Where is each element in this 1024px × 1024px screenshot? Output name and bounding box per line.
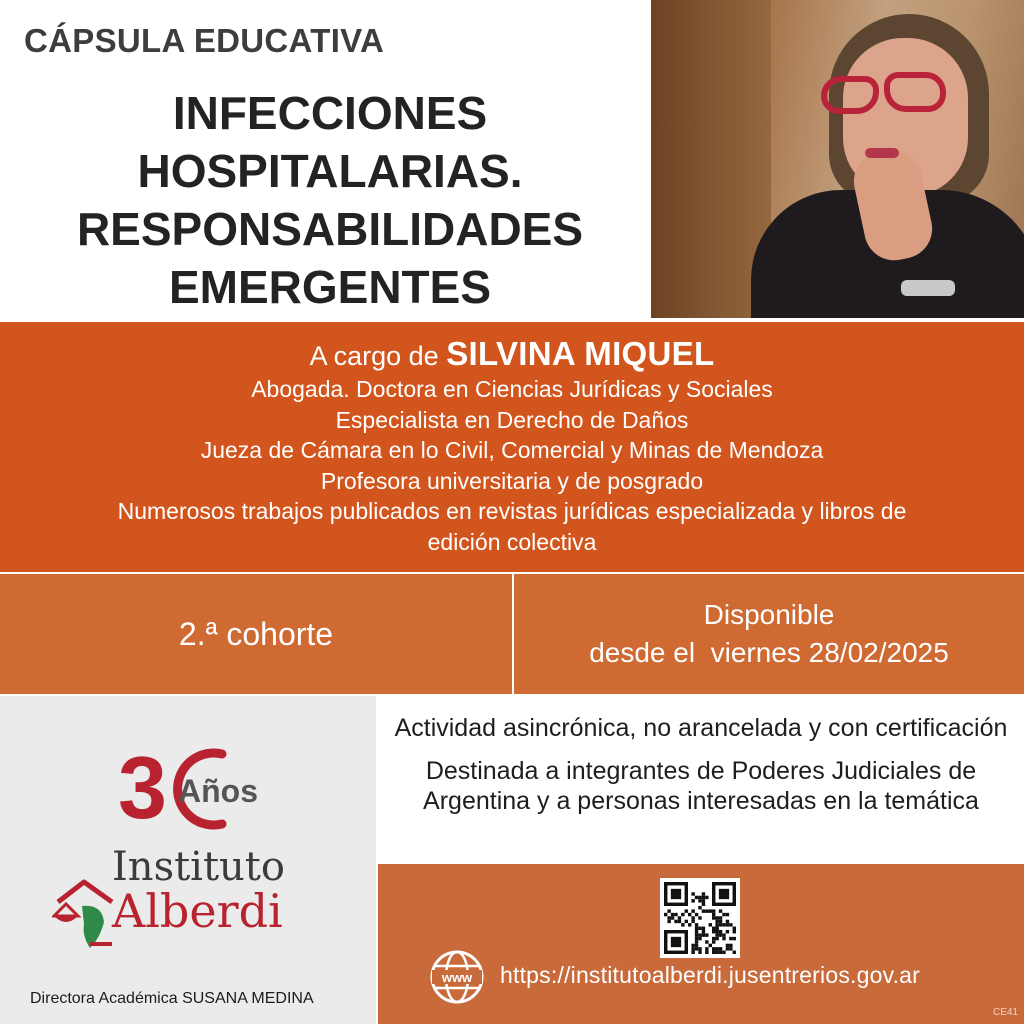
availability-date: desde el viernes 28/02/2025 <box>589 637 949 668</box>
title-line: RESPONSABILIDADES <box>76 203 584 255</box>
cohort-cell <box>0 574 512 694</box>
title-line: HOSPITALARIAS. <box>137 145 523 197</box>
institute-name-line1: Instituto <box>112 844 285 890</box>
photo-watch <box>901 280 955 296</box>
activity-info <box>378 696 1024 862</box>
globe-www-label: www <box>441 970 473 985</box>
credential-line: Profesora universitaria y de posgrado <box>320 467 704 494</box>
credential-line: Especialista en Derecho de Daños <box>335 406 689 433</box>
anniversary-word: Años <box>178 773 258 809</box>
qr-code-icon <box>664 882 736 954</box>
availability-cell <box>514 574 1024 694</box>
speaker-lead <box>0 336 1024 374</box>
institute-name-line2: Alberdi <box>112 884 283 938</box>
anniversary-30-logo <box>118 740 278 830</box>
activity-description: Actividad asincrónica, no arancelada y con certificación <box>394 714 1008 742</box>
credential-line: Abogada. Doctora en Ciencias Jurídicas y Sociales <box>251 376 773 402</box>
scales-emblem-icon <box>52 876 116 952</box>
speaker-bio <box>0 320 1024 572</box>
qr-code[interactable] <box>660 878 740 958</box>
globe-icon <box>428 948 486 1006</box>
photo-lips <box>865 148 899 158</box>
cohort-label: 2.ª cohorte <box>178 615 334 652</box>
schedule-row <box>0 574 1024 694</box>
academic-director: Directora Académica SUSANA MEDINA <box>30 990 314 1007</box>
credential-line: Numerosos trabajos publicados en revistas jurídicas especializada y libros de <box>117 498 907 524</box>
course-title <box>20 84 640 316</box>
speaker-photo <box>651 0 1024 318</box>
photo-glasses-right <box>884 72 946 112</box>
piece-code: CE41 <box>992 1007 1018 1018</box>
title-line: INFECCIONES <box>172 87 488 139</box>
title-line: EMERGENTES <box>168 261 492 313</box>
credential-line: edición colectiva <box>427 528 597 555</box>
kicker-label: CÁPSULA EDUCATIVA <box>24 22 385 59</box>
audience-description: Destinada a integrantes de Poderes Judiciales de Argentina y a personas interesadas en la temática <box>423 757 979 815</box>
credential-line: Jueza de Cámara en lo Civil, Comercial y Minas de Mendoza <box>200 437 824 463</box>
link-panel <box>378 864 1024 1024</box>
website-link[interactable]: https://institutoalberdi.jusentrerios.gov.ar <box>500 962 921 988</box>
availability-line1: Disponible <box>703 599 835 630</box>
speaker-name: SILVINA MIQUEL <box>446 335 715 372</box>
lead-prefix: A cargo de <box>309 341 447 371</box>
header-section <box>0 0 1024 320</box>
anniversary-number: 3 <box>118 740 167 830</box>
institute-logo-panel <box>0 696 376 1024</box>
photo-glasses-left <box>821 76 879 114</box>
